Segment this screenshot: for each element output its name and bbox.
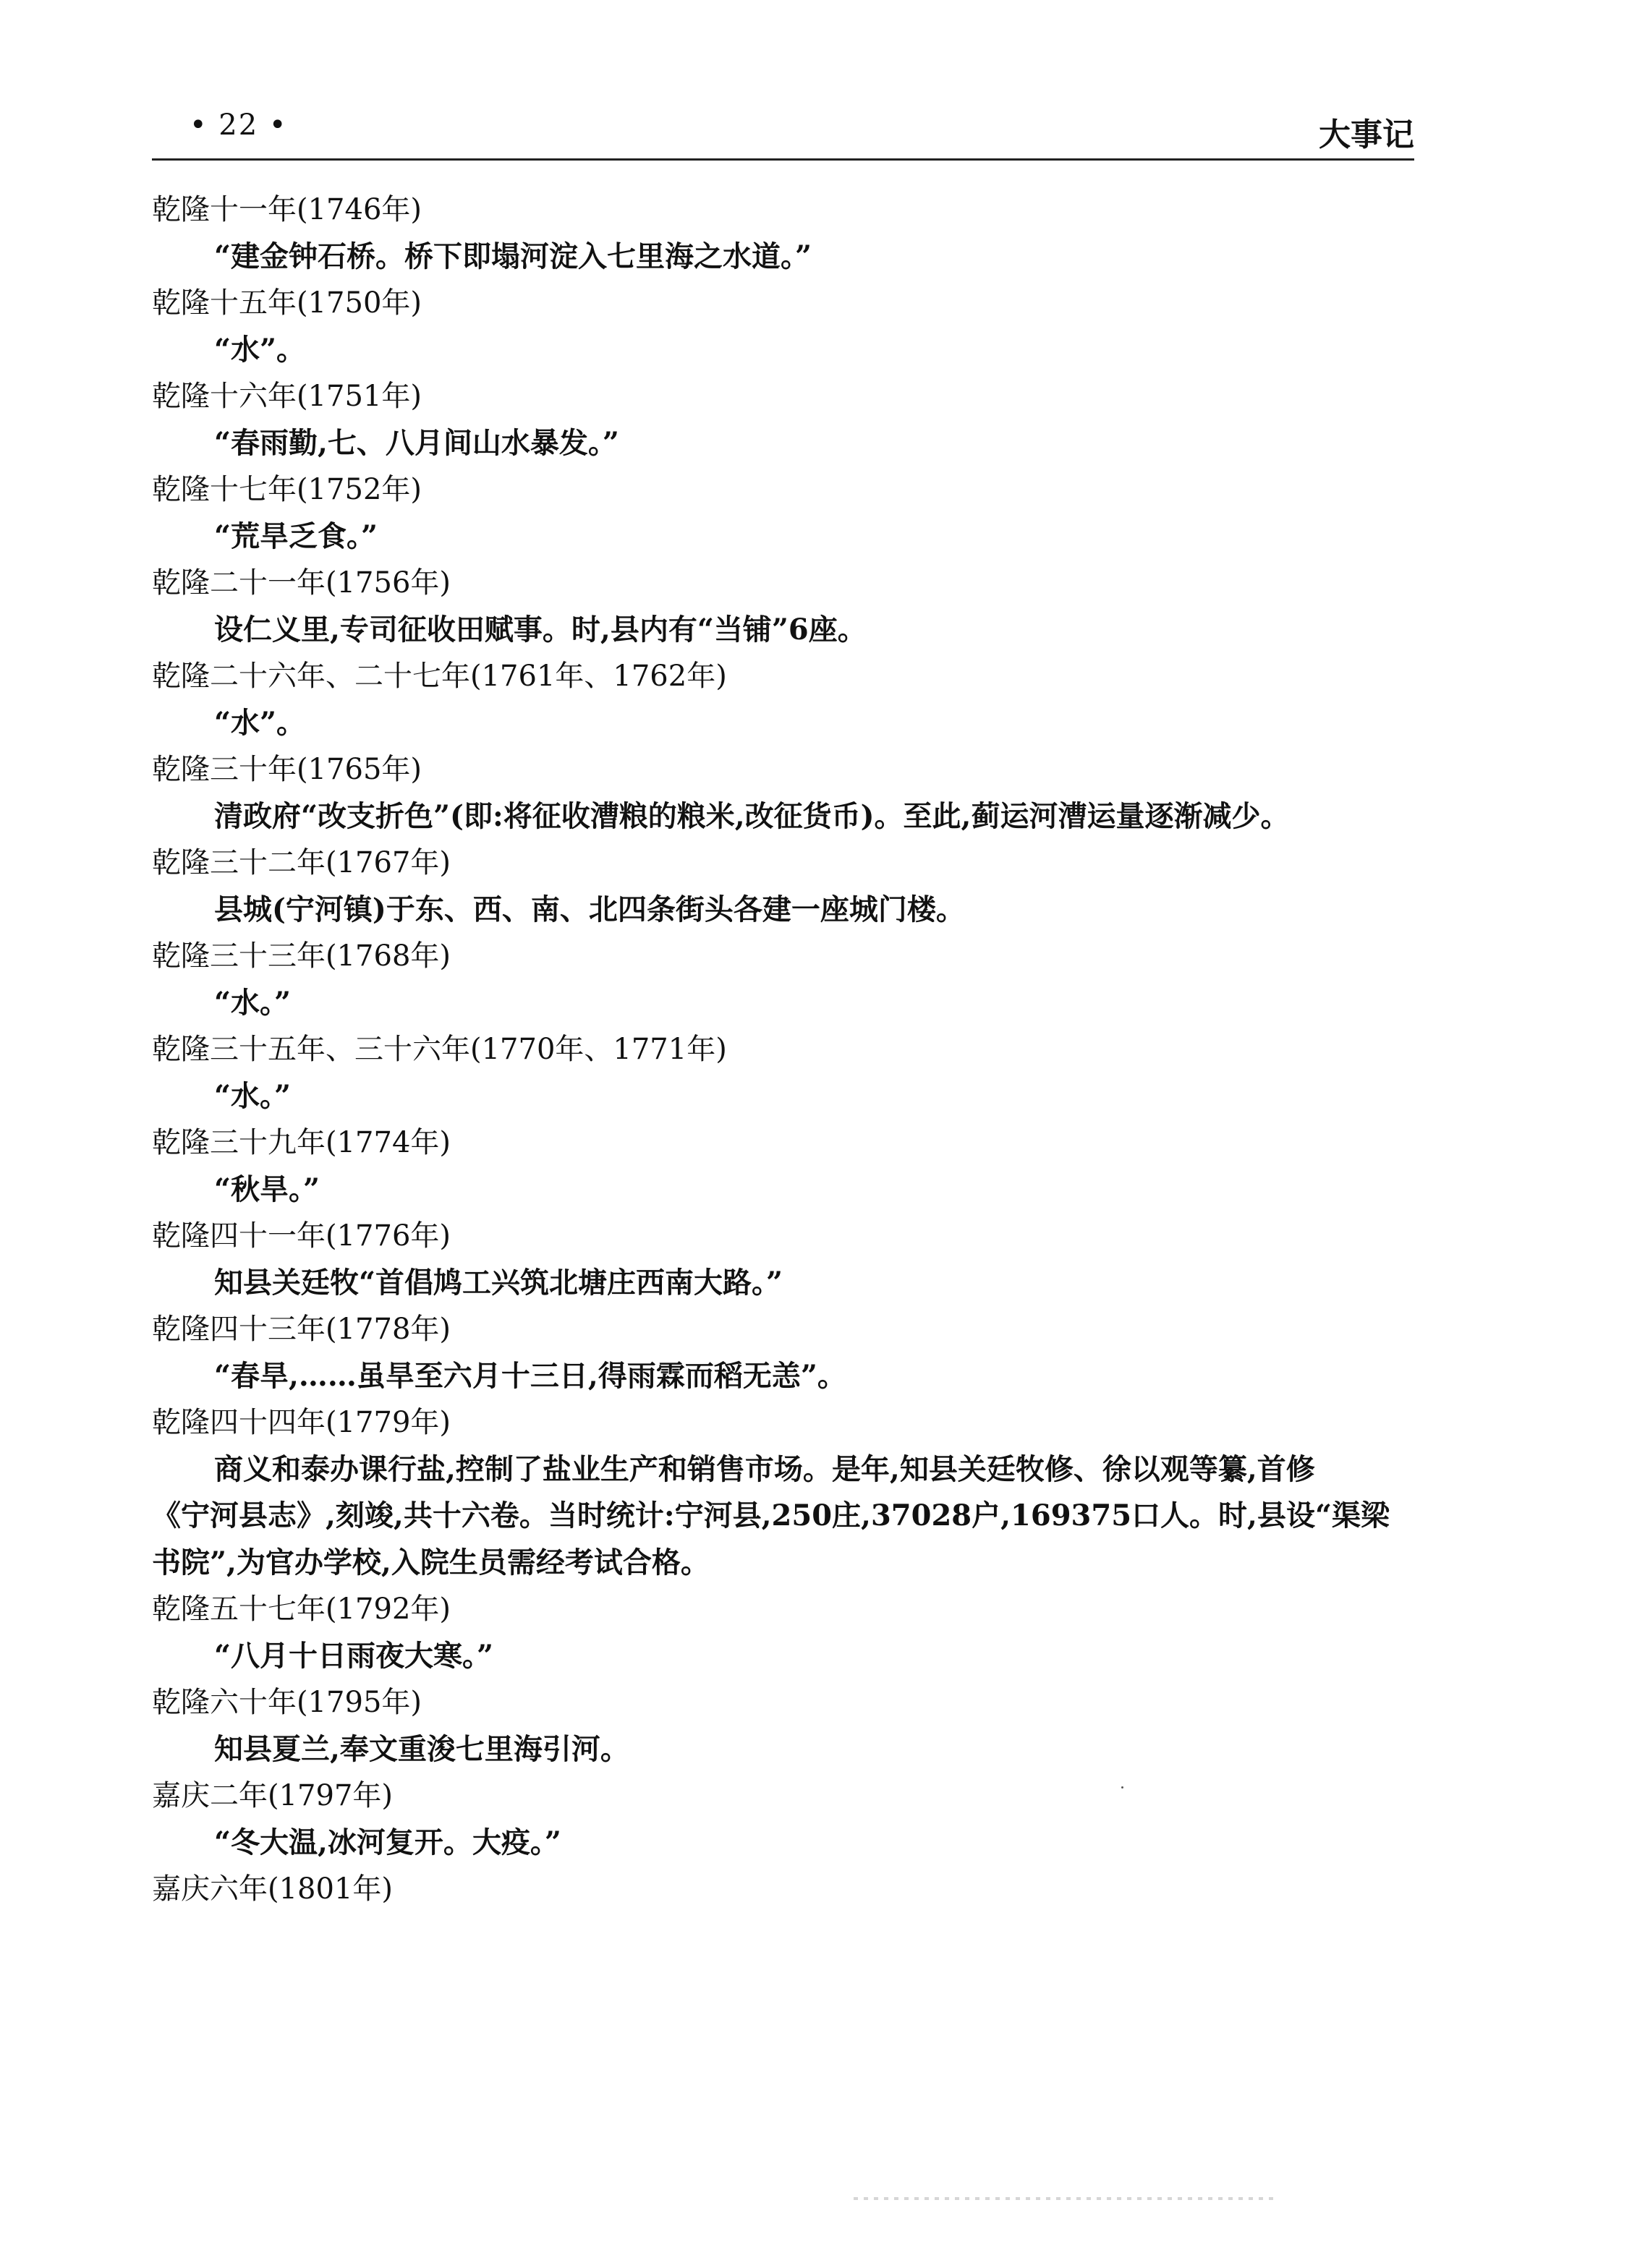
entry-text: “水”。 bbox=[214, 332, 306, 367]
entry-text: 县城(宁河镇)于东、西、南、北四条街头各建一座城门楼。 bbox=[214, 892, 965, 926]
entry-text: 商义和泰办课行盐,控制了盐业生产和销售市场。是年,知县关廷牧修、徐以观等纂,首修 bbox=[214, 1451, 1315, 1486]
entry-text: “水。” bbox=[214, 1078, 292, 1113]
header-rule bbox=[152, 158, 1414, 161]
entry-year: 乾隆十六年(1751年) bbox=[152, 380, 422, 413]
entry-text: “秋旱。” bbox=[214, 1172, 320, 1206]
entry-text: 清政府“改支折色”(即:将征收漕粮的粮米,改征货币)。至此,蓟运河漕运量逐渐减少。 bbox=[214, 798, 1290, 833]
entry-year: 乾隆二十六年、二十七年(1761年、1762年) bbox=[152, 660, 727, 693]
entry-year: 嘉庆二年(1797年) bbox=[152, 1779, 394, 1812]
entry-year: 乾隆二十一年(1756年) bbox=[152, 566, 451, 600]
entry-text: “建金钟石桥。桥下即塌河淀入七里海之水道。” bbox=[214, 239, 812, 273]
entry-year: 乾隆三十年(1765年) bbox=[152, 753, 422, 786]
chronicle-content bbox=[152, 187, 1414, 1913]
entry-year: 乾隆六十年(1795年) bbox=[152, 1686, 422, 1719]
scan-speck bbox=[1121, 1786, 1123, 1789]
entry-text-continued: 《宁河县志》,刻竣,共十六卷。当时统计:宁河县,250庄,37028户,169375口人。时,县设“渠梁 bbox=[152, 1498, 1390, 1532]
entry-text: 设仁义里,专司征收田赋事。时,县内有“当铺”6座。 bbox=[214, 612, 867, 647]
entry-year: 乾隆三十二年(1767年) bbox=[152, 846, 451, 879]
entry-year: 乾隆四十一年(1776年) bbox=[152, 1219, 451, 1253]
entry-year: 乾隆十五年(1750年) bbox=[152, 286, 422, 320]
entry-year: 乾隆十七年(1752年) bbox=[152, 473, 422, 506]
entry-year: 乾隆十一年(1746年) bbox=[152, 193, 422, 226]
entry-year: 嘉庆六年(1801年) bbox=[152, 1872, 394, 1906]
entry-text: “水。” bbox=[214, 985, 292, 1020]
entry-text-continued: 书院”,为官办学校,入院生员需经考试合格。 bbox=[152, 1545, 710, 1580]
section-title: 大事记 bbox=[1319, 116, 1414, 153]
scan-noise bbox=[854, 2197, 1273, 2200]
entry-text: “春旱,……虽旱至六月十三日,得雨霖而稻无恙”。 bbox=[214, 1358, 846, 1393]
entry-year: 乾隆三十三年(1768年) bbox=[152, 939, 451, 973]
entry-text: 知县夏兰,奉文重浚七里海引河。 bbox=[214, 1731, 629, 1766]
entry-text: “冬大温,冰河复开。大疫。” bbox=[214, 1825, 561, 1859]
page-header bbox=[152, 108, 1414, 152]
entry-text: 知县关廷牧“首倡鸠工兴筑北塘庄西南大路。” bbox=[214, 1265, 783, 1300]
entry-year: 乾隆五十七年(1792年) bbox=[152, 1593, 451, 1626]
entry-text: “水”。 bbox=[214, 705, 306, 740]
page-number: • 22 • bbox=[190, 108, 288, 142]
entry-text: “荒旱乏食。” bbox=[214, 519, 378, 553]
entry-text: “八月十日雨夜大寒。” bbox=[214, 1638, 494, 1673]
entry-year: 乾隆三十五年、三十六年(1770年、1771年) bbox=[152, 1033, 727, 1066]
entry-year: 乾隆四十四年(1779年) bbox=[152, 1406, 451, 1439]
entry-year: 乾隆四十三年(1778年) bbox=[152, 1313, 451, 1346]
entry-text: “春雨勤,七、八月间山水暴发。” bbox=[214, 425, 619, 460]
entry-year: 乾隆三十九年(1774年) bbox=[152, 1126, 451, 1159]
